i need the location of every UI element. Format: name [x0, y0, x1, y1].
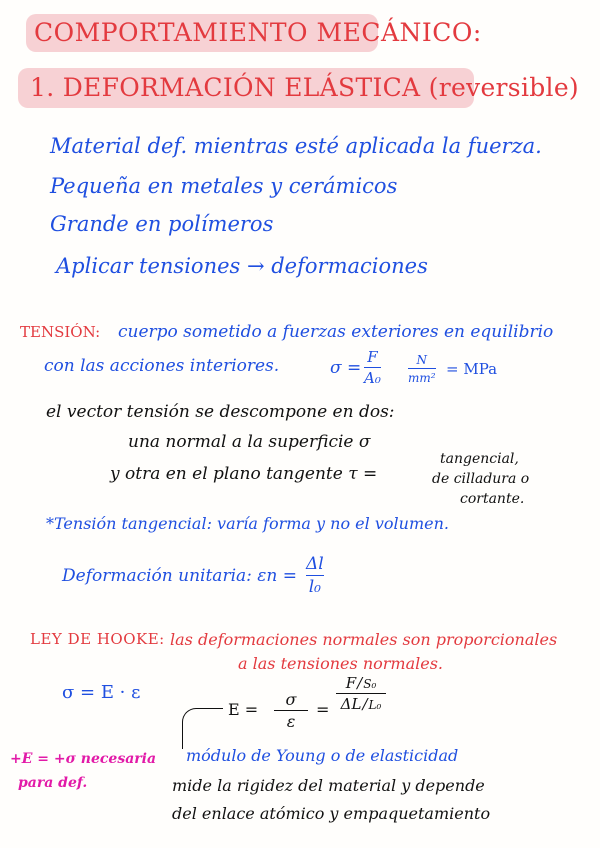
unit-fraction: [408, 354, 436, 384]
fraction-bar: [336, 693, 386, 694]
intro-line-2: Pequeña en metales y cerámicos: [50, 174, 398, 198]
vector-line-2: una normal a la superficie σ: [128, 432, 371, 452]
intro-line-3: Grande en polímeros: [50, 212, 274, 236]
sigma-label: σ =: [330, 358, 362, 378]
young-brace: [182, 708, 223, 749]
hooke-text-2: a las tensiones normales.: [238, 654, 443, 673]
tension-text-2: con las acciones interiores.: [44, 356, 280, 376]
fraction-bar: [408, 368, 436, 369]
side-note-2: para def.: [18, 775, 88, 791]
initial-length: L₀: [368, 697, 382, 712]
fraction-bar: [306, 575, 324, 576]
title-line-2: 1. DEFORMACIÓN ELÁSTICA (reversible): [30, 73, 579, 102]
hooke-formula: σ = E · ε: [62, 682, 141, 703]
modulus-lhs: E =: [228, 700, 259, 719]
tangential-note-3: cortante.: [460, 491, 525, 507]
fraction-bar: [274, 710, 308, 711]
intro-line-1: Material def. mientras esté aplicada la fuerza.: [50, 134, 542, 158]
side-note-1: +E = +σ necesaria: [10, 751, 157, 767]
young-line-2: mide la rigidez del material y depende: [172, 776, 485, 795]
compound-fraction: [336, 676, 386, 712]
intro-line-4: Aplicar tensiones → deformaciones: [56, 254, 428, 278]
vector-line-3: y otra en el plano tangente τ =: [110, 464, 378, 484]
fraction-bar: [364, 367, 381, 368]
force-area-fraction: [346, 676, 377, 691]
stress-numerator: F: [367, 348, 378, 366]
tension-text-1: cuerpo sometido a fuerzas exteriores en equilibrio: [118, 322, 554, 342]
hooke-text-1: las deformaciones normales son proporcionales: [170, 630, 558, 649]
title-line-1: COMPORTAMIENTO MECÁNICO:: [34, 18, 482, 47]
tangential-note-1: tangencial,: [440, 451, 519, 467]
deformation-label: Deformación unitaria: εn =: [62, 566, 297, 586]
deformation-denominator: l₀: [308, 577, 321, 597]
stress-denominator: A₀: [364, 369, 381, 387]
strain-fraction: [341, 697, 382, 712]
stress-fraction: [364, 350, 381, 386]
unit-denominator: mm²: [408, 371, 436, 385]
modulus-numerator: σ: [285, 690, 297, 709]
tangential-stress-note: *Tensión tangencial: varía forma y no el volumen.: [46, 514, 449, 533]
modulus-denominator: ε: [286, 712, 296, 731]
force-symbol: F: [345, 674, 357, 692]
young-line-3: del enlace atómico y empaquetamiento: [172, 804, 491, 823]
slash: /: [357, 674, 363, 692]
hooke-label: LEY DE HOOKE:: [30, 630, 165, 648]
vector-line-1: el vector tensión se descompone en dos:: [46, 402, 395, 422]
unit-mpa: = MPa: [446, 360, 498, 378]
delta-length: ΔL: [340, 695, 362, 713]
young-line-1: módulo de Young o de elasticidad: [186, 746, 459, 765]
modulus-equals: =: [316, 700, 330, 719]
modulus-fraction: [274, 692, 308, 730]
tangential-note-2: de cilladura o: [432, 471, 530, 487]
deformation-numerator: Δl: [306, 554, 324, 574]
tension-label: TENSIÓN:: [20, 323, 101, 341]
slash: /: [362, 695, 368, 713]
deformation-fraction: [306, 556, 324, 596]
area-symbol: S₀: [363, 676, 377, 691]
unit-numerator: N: [416, 353, 428, 367]
